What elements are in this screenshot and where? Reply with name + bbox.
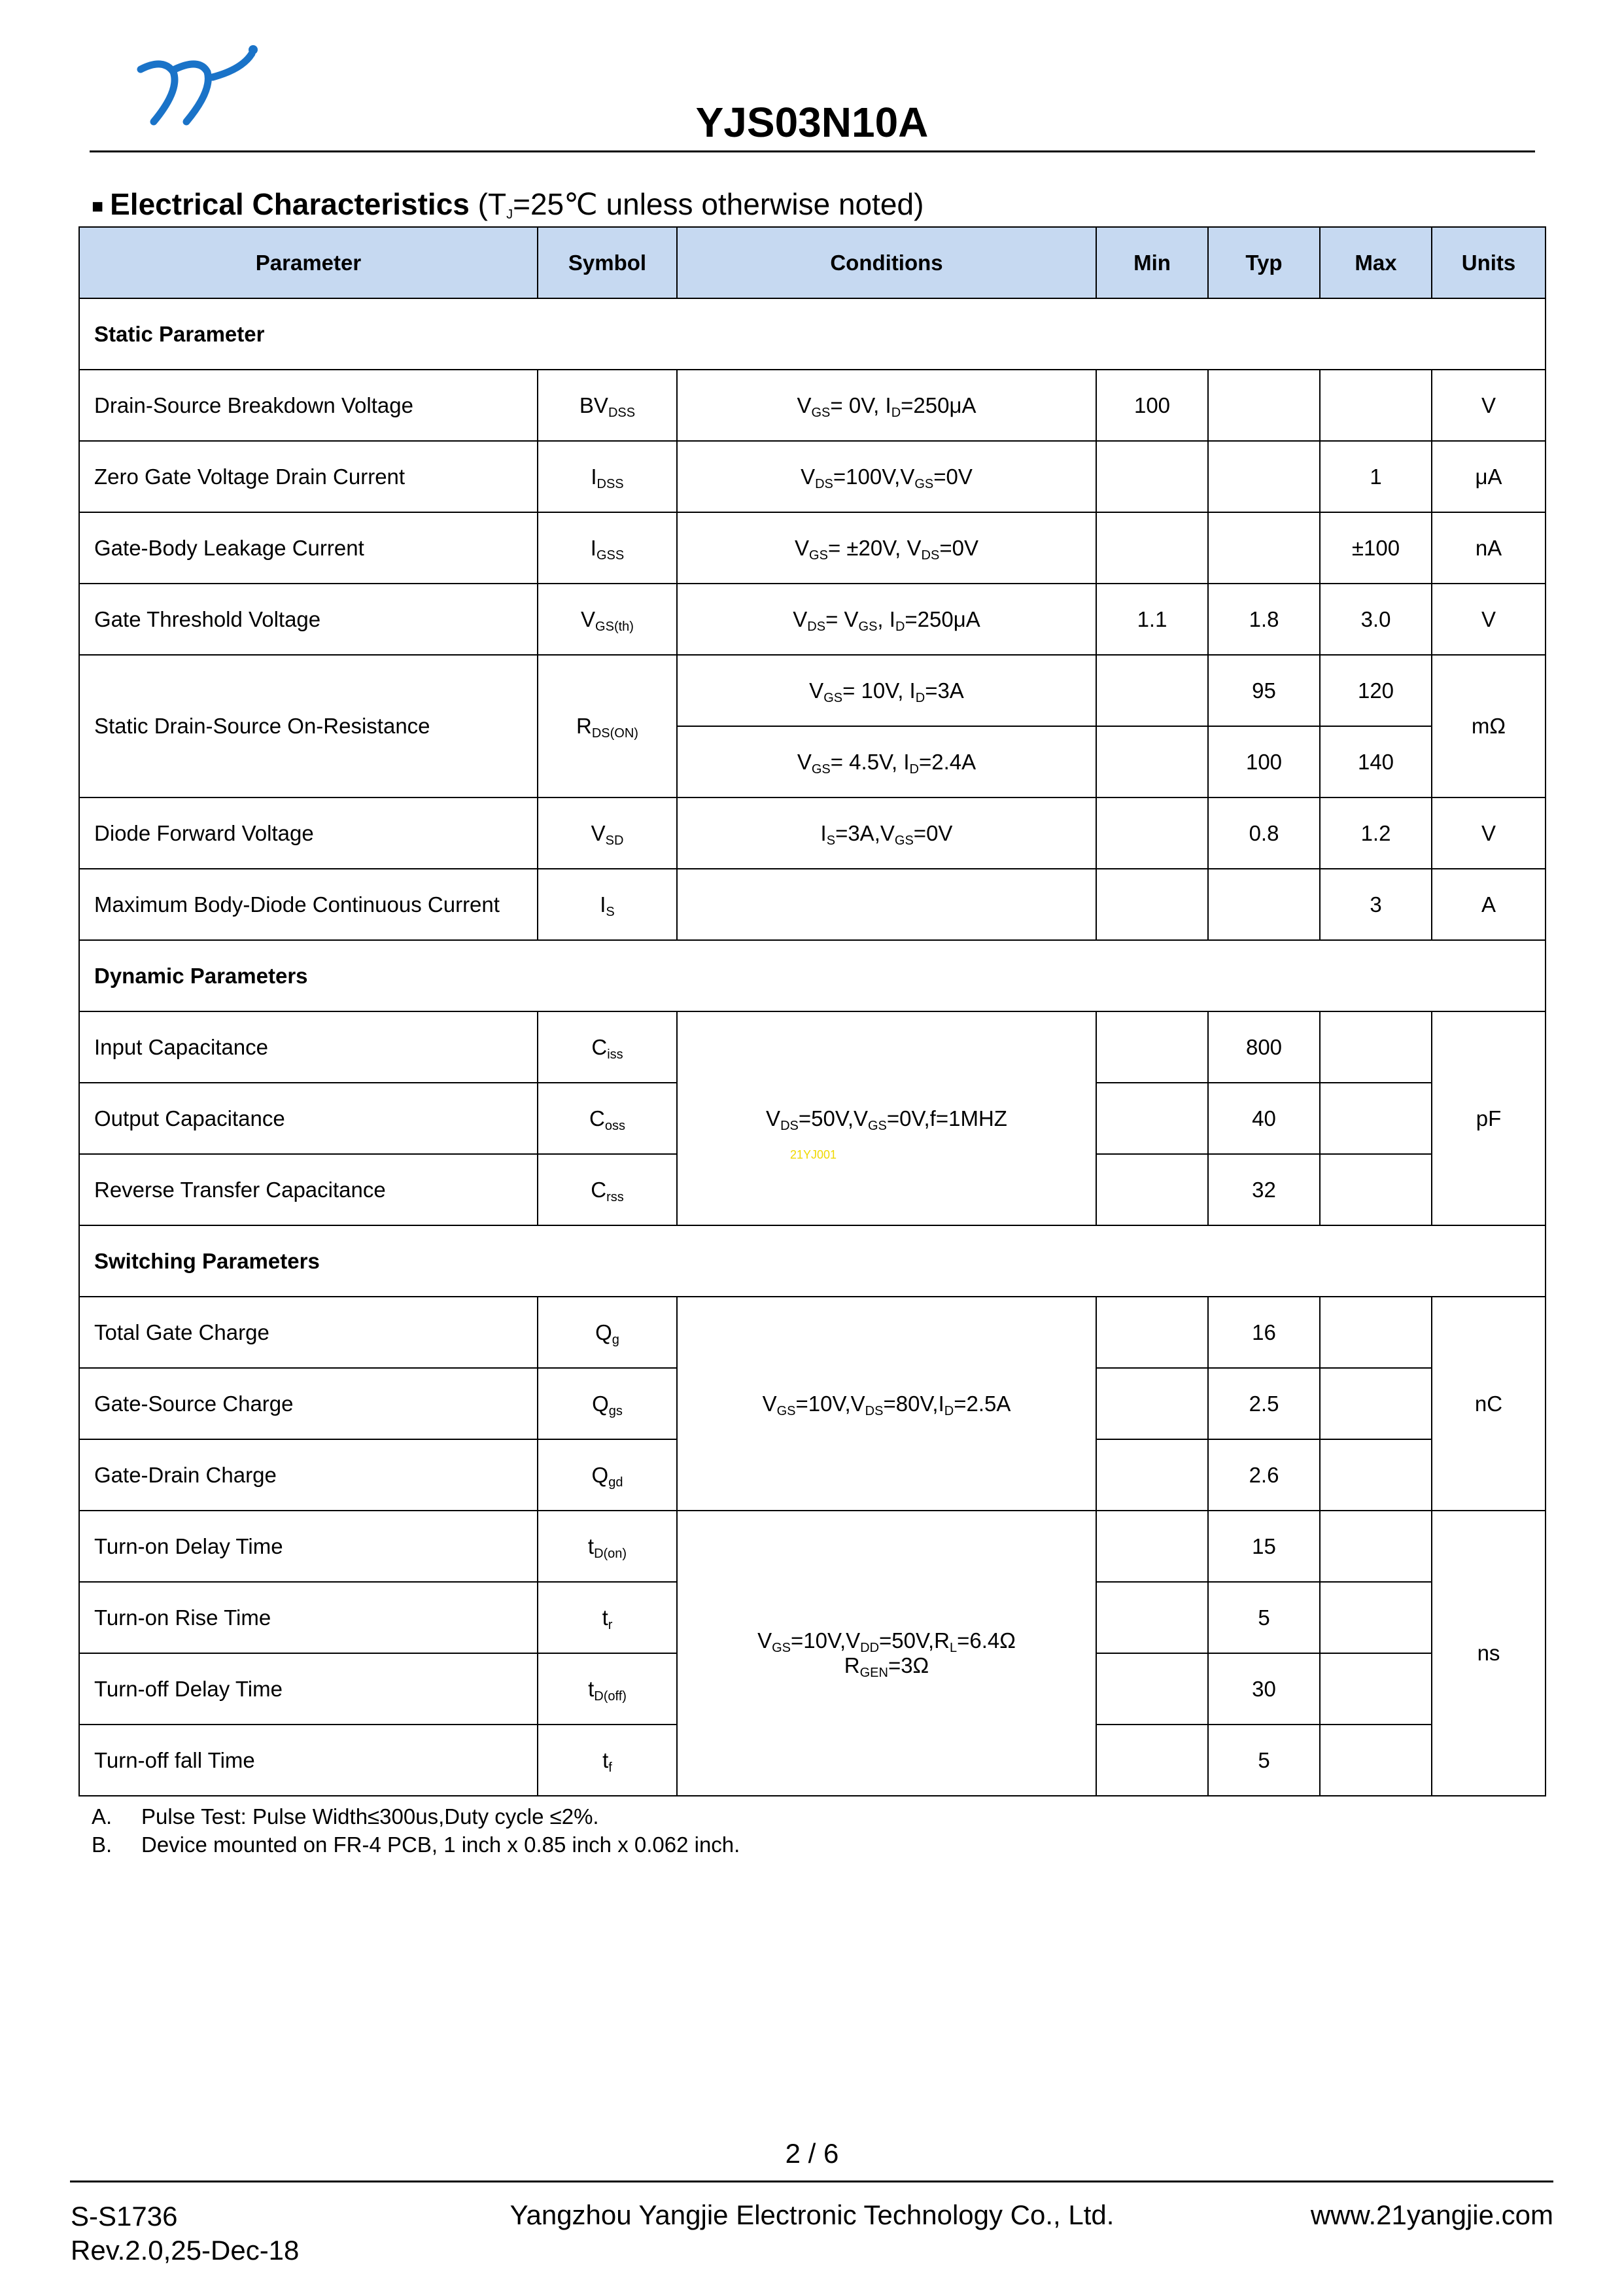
table-row bbox=[79, 1011, 1546, 1083]
conditions-cell: $V_{GS}=10V,V_{DD}=50V,R_L=6.4\Omega$ $R_{GEN}=3\Omega$ bbox=[677, 1511, 1096, 1796]
param-cell: Zero Gate Voltage Drain Current bbox=[79, 441, 538, 512]
symbol-cell: $C_{rss}$ bbox=[538, 1154, 677, 1225]
symbol-cell: $I_S$ bbox=[538, 869, 677, 940]
symbol-cell: $I_{DSS}$ bbox=[538, 441, 677, 512]
min-cell bbox=[1096, 1511, 1208, 1582]
website: www.21yangjie.com bbox=[1310, 2199, 1553, 2230]
param-cell: Gate-Body Leakage Current bbox=[79, 512, 538, 584]
symbol-cell: $C_{iss}$ bbox=[538, 1011, 677, 1083]
group-row bbox=[79, 1225, 1546, 1297]
footnotes bbox=[92, 1802, 740, 1859]
param-cell: Turn-on Rise Time bbox=[79, 1582, 538, 1653]
max-cell: ±100 bbox=[1320, 512, 1432, 584]
param-cell: Gate-Source Charge bbox=[79, 1368, 538, 1439]
footnote: B. Device mounted on FR-4 PCB, 1 inch x 0.85 inch x 0.062 inch. bbox=[92, 1832, 740, 1857]
max-cell: 140 bbox=[1320, 726, 1432, 797]
max-cell bbox=[1320, 1011, 1432, 1083]
unit-cell: V bbox=[1432, 584, 1546, 655]
part-number-title: YJS03N10A bbox=[695, 99, 929, 146]
max-cell: 1 bbox=[1320, 441, 1432, 512]
max-cell bbox=[1320, 1439, 1432, 1511]
min-cell bbox=[1096, 1582, 1208, 1653]
param-cell: Turn-on Delay Time bbox=[79, 1511, 538, 1582]
table-row bbox=[79, 512, 1546, 584]
conditions-cell: $V_{GS}= \pm 20V$, $V_{DS}=0V$ bbox=[677, 512, 1096, 584]
conditions-cell: $V_{DS}= V_{GS}$, $I_D=250\mu A$ bbox=[677, 584, 1096, 655]
group-row bbox=[79, 940, 1546, 1011]
param-cell: Diode Forward Voltage bbox=[79, 797, 538, 869]
unit-cell: V bbox=[1432, 797, 1546, 869]
section-heading: ■ Electrical Characteristics ($T_J=25℃$ unless otherwise noted) bbox=[92, 187, 924, 222]
param-cell: Input Capacitance bbox=[79, 1011, 538, 1083]
table-row bbox=[79, 441, 1546, 512]
symbol-cell: $t_f$ bbox=[538, 1725, 677, 1796]
conditions-cell: $V_{GS}= 4.5V$, $I_D=2.4A$ bbox=[677, 726, 1096, 797]
typ-cell bbox=[1208, 441, 1320, 512]
symbol-cell: $BV_{DSS}$ bbox=[538, 370, 677, 441]
table-row bbox=[79, 1511, 1546, 1582]
unit-cell: pF bbox=[1432, 1011, 1546, 1225]
min-cell bbox=[1096, 655, 1208, 726]
conditions-cell: $I_S=3A,V_{GS}=0V$ bbox=[677, 797, 1096, 869]
page-number: 2 / 6 bbox=[785, 2138, 839, 2169]
max-cell bbox=[1320, 1083, 1432, 1154]
unit-cell: V bbox=[1432, 370, 1546, 441]
typ-cell: 16 bbox=[1208, 1297, 1320, 1368]
max-cell bbox=[1320, 1154, 1432, 1225]
max-cell bbox=[1320, 1582, 1432, 1653]
col-header-max: Max bbox=[1320, 227, 1432, 298]
watermark: 21YJ001 bbox=[790, 1148, 837, 1161]
table-row bbox=[79, 370, 1546, 441]
table-row bbox=[79, 584, 1546, 655]
company-name: Yangzhou Yangjie Electronic Technology Co., Ltd. bbox=[510, 2199, 1114, 2230]
revision: Rev.2.0,25-Dec-18 bbox=[71, 2235, 300, 2266]
square-bullet-icon: ■ bbox=[92, 195, 104, 217]
unit-cell: ns bbox=[1432, 1511, 1546, 1796]
typ-cell: 2.6 bbox=[1208, 1439, 1320, 1511]
min-cell bbox=[1096, 1297, 1208, 1368]
col-header-typ: Typ bbox=[1208, 227, 1320, 298]
min-cell: 1.1 bbox=[1096, 584, 1208, 655]
symbol-cell: $I_{GSS}$ bbox=[538, 512, 677, 584]
min-cell bbox=[1096, 441, 1208, 512]
param-cell: Maximum Body-Diode Continuous Current bbox=[79, 869, 538, 940]
symbol-cell: $Q_{gd}$ bbox=[538, 1439, 677, 1511]
max-cell bbox=[1320, 1725, 1432, 1796]
typ-cell: 32 bbox=[1208, 1154, 1320, 1225]
param-cell: Turn-off fall Time bbox=[79, 1725, 538, 1796]
max-cell: 1.2 bbox=[1320, 797, 1432, 869]
min-cell bbox=[1096, 726, 1208, 797]
param-cell: Reverse Transfer Capacitance bbox=[79, 1154, 538, 1225]
max-cell: 3 bbox=[1320, 869, 1432, 940]
symbol-cell: $R_{DS(ON)}$ bbox=[538, 655, 677, 797]
conditions-cell: $V_{DS}=50V,V_{GS}=0V,f=1MHZ$ bbox=[677, 1011, 1096, 1225]
max-cell bbox=[1320, 1511, 1432, 1582]
group-row bbox=[79, 298, 1546, 370]
typ-cell bbox=[1208, 512, 1320, 584]
max-cell: 120 bbox=[1320, 655, 1432, 726]
table-row bbox=[79, 1297, 1546, 1368]
unit-cell: A bbox=[1432, 869, 1546, 940]
min-cell bbox=[1096, 1011, 1208, 1083]
typ-cell: 5 bbox=[1208, 1582, 1320, 1653]
max-cell bbox=[1320, 1297, 1432, 1368]
param-cell: Turn-off Delay Time bbox=[79, 1653, 538, 1725]
min-cell bbox=[1096, 1725, 1208, 1796]
header-divider bbox=[90, 150, 1535, 152]
section-title: Electrical Characteristics bbox=[110, 187, 470, 221]
symbol-cell: $V_{GS(th)}$ bbox=[538, 584, 677, 655]
group-static: Static Parameter bbox=[79, 298, 1546, 370]
typ-cell: 100 bbox=[1208, 726, 1320, 797]
param-cell: Output Capacitance bbox=[79, 1083, 538, 1154]
doc-number: S-S1736 bbox=[71, 2201, 178, 2232]
typ-cell bbox=[1208, 370, 1320, 441]
param-cell: Gate Threshold Voltage bbox=[79, 584, 538, 655]
symbol-cell: $Q_g$ bbox=[538, 1297, 677, 1368]
param-cell: Total Gate Charge bbox=[79, 1297, 538, 1368]
min-cell bbox=[1096, 1083, 1208, 1154]
symbol-cell: $V_{SD}$ bbox=[538, 797, 677, 869]
typ-cell: 30 bbox=[1208, 1653, 1320, 1725]
conditions-cell: $V_{GS}=10V,V_{DS}=80V,I_D=2.5A$ bbox=[677, 1297, 1096, 1511]
table-header-row bbox=[79, 227, 1546, 298]
symbol-cell: $C_{oss}$ bbox=[538, 1083, 677, 1154]
col-header-min: Min bbox=[1096, 227, 1208, 298]
typ-cell: 0.8 bbox=[1208, 797, 1320, 869]
group-switching: Switching Parameters bbox=[79, 1225, 1546, 1297]
col-header-symbol: Symbol bbox=[538, 227, 677, 298]
table-row bbox=[79, 655, 1546, 726]
conditions-cell: $V_{GS}= 0V$, $I_D=250\mu A$ bbox=[677, 370, 1096, 441]
min-cell: 100 bbox=[1096, 370, 1208, 441]
col-header-units: Units bbox=[1432, 227, 1546, 298]
symbol-cell: $t_{D(off)}$ bbox=[538, 1653, 677, 1725]
typ-cell: 5 bbox=[1208, 1725, 1320, 1796]
footer-divider bbox=[70, 2181, 1553, 2182]
symbol-cell: $Q_{gs}$ bbox=[538, 1368, 677, 1439]
typ-cell: 15 bbox=[1208, 1511, 1320, 1582]
min-cell bbox=[1096, 1653, 1208, 1725]
group-dynamic: Dynamic Parameters bbox=[79, 940, 1546, 1011]
table-row bbox=[79, 797, 1546, 869]
max-cell: 3.0 bbox=[1320, 584, 1432, 655]
symbol-cell: $t_{D(on)}$ bbox=[538, 1511, 677, 1582]
param-cell: Gate-Drain Charge bbox=[79, 1439, 538, 1511]
max-cell bbox=[1320, 1653, 1432, 1725]
table-row bbox=[79, 869, 1546, 940]
unit-cell: nA bbox=[1432, 512, 1546, 584]
typ-cell bbox=[1208, 869, 1320, 940]
footnote: A. Pulse Test: Pulse Width≤300us,Duty cycle ≤2%. bbox=[92, 1804, 599, 1829]
min-cell bbox=[1096, 1439, 1208, 1511]
col-header-conditions: Conditions bbox=[677, 227, 1096, 298]
min-cell bbox=[1096, 1154, 1208, 1225]
typ-cell: 1.8 bbox=[1208, 584, 1320, 655]
conditions-cell: $V_{GS}= 10V$, $I_D=3A$ bbox=[677, 655, 1096, 726]
conditions-cell: $V_{DS}=100V,V_{GS}=0V$ bbox=[677, 441, 1096, 512]
col-header-parameter: Parameter bbox=[79, 227, 538, 298]
min-cell bbox=[1096, 512, 1208, 584]
typ-cell: 40 bbox=[1208, 1083, 1320, 1154]
symbol-cell: $t_r$ bbox=[538, 1582, 677, 1653]
conditions-cell bbox=[677, 869, 1096, 940]
typ-cell: 95 bbox=[1208, 655, 1320, 726]
min-cell bbox=[1096, 1368, 1208, 1439]
max-cell bbox=[1320, 370, 1432, 441]
typ-cell: 2.5 bbox=[1208, 1368, 1320, 1439]
param-cell: Drain-Source Breakdown Voltage bbox=[79, 370, 538, 441]
electrical-characteristics-table bbox=[78, 226, 1546, 1796]
unit-cell: mΩ bbox=[1432, 655, 1546, 797]
unit-cell: nC bbox=[1432, 1297, 1546, 1511]
min-cell bbox=[1096, 797, 1208, 869]
typ-cell: 800 bbox=[1208, 1011, 1320, 1083]
unit-cell: μA bbox=[1432, 441, 1546, 512]
min-cell bbox=[1096, 869, 1208, 940]
max-cell bbox=[1320, 1368, 1432, 1439]
param-cell: Static Drain-Source On-Resistance bbox=[79, 655, 538, 797]
